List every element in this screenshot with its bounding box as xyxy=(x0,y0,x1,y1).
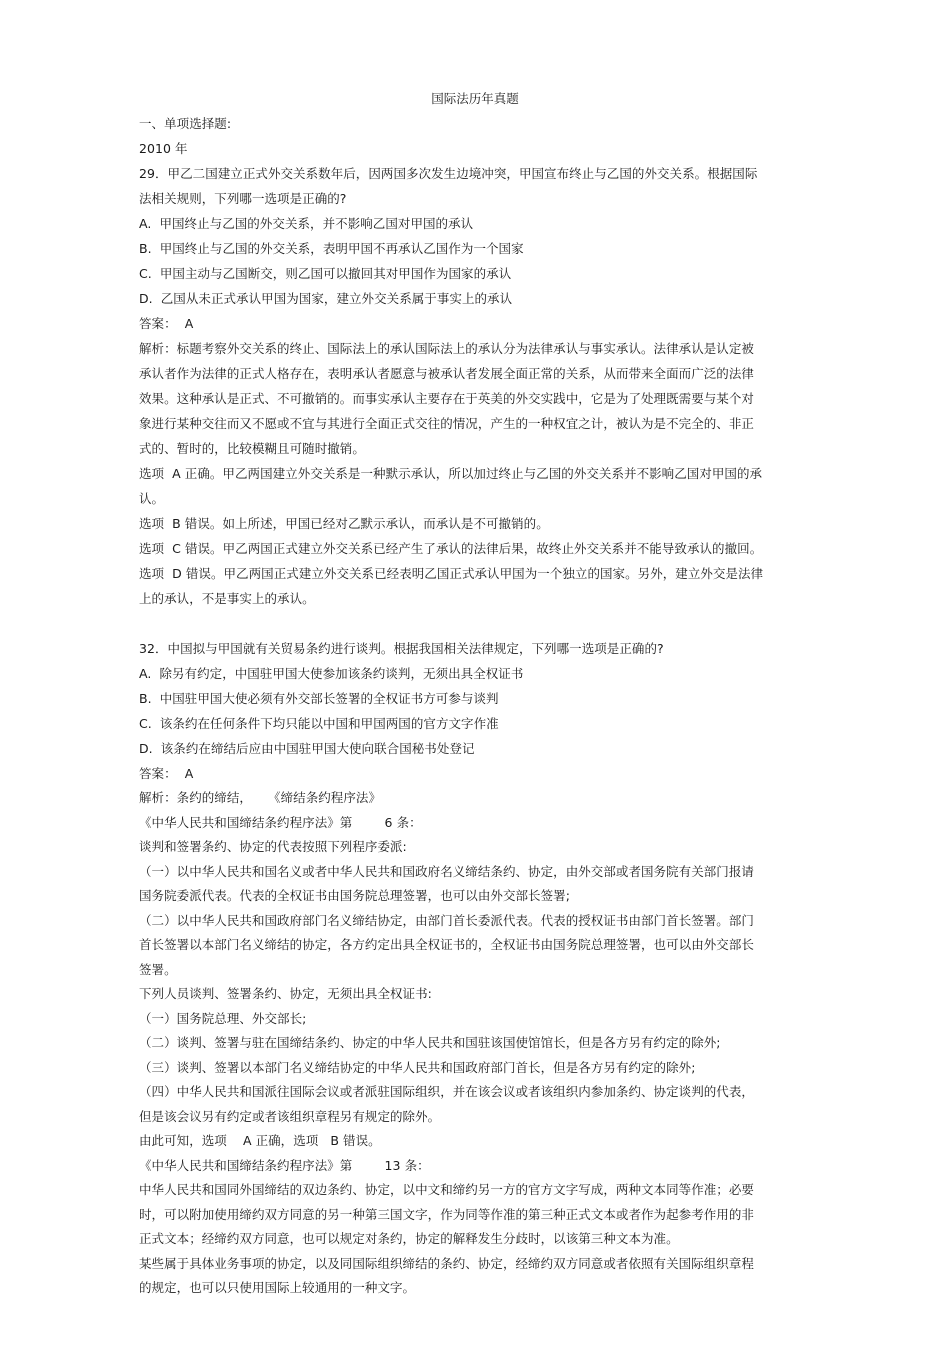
question-29-option-c: C. 甲国主动与乙国断交，则乙国可以撤回其对甲国作为国家的承认 xyxy=(139,266,512,281)
question-29-analysis-line: 选项 A 正确。甲乙两国建立外交关系是一种默示承认，所以加过终止与乙国的外交关系并不影响乙国对甲国的承 xyxy=(139,466,763,481)
question-29-analysis-line: 式的、暂时的，比较模糊且可随时撤销。 xyxy=(139,441,365,456)
question-29-analysis-line: 选项 C 错误。甲乙两国正式建立外交关系已经产生了承认的法律后果，故终止外交关系并不能导致承认的撤回。 xyxy=(139,541,763,556)
question-32-analysis-line: 国务院委派代表。代表的全权证书由国务院总理签署，也可以由外交部长签署; xyxy=(139,888,570,903)
question-32-stem: 32．中国拟与甲国就有关贸易条约进行谈判。根据我国相关法律规定，下列哪一选项是正确的? xyxy=(139,641,664,656)
question-29-analysis-line: 选项 B 错误。如上所述，甲国已经对乙默示承认，而承认是不可撤销的。 xyxy=(139,516,549,531)
question-32-analysis-line: 《中华人民共和国缔结条约程序法》第 13 条： xyxy=(139,1157,430,1173)
question-32-analysis-line: 时，可以附加使用缔约双方同意的另一种第三国文字，作为同等作准的第三种正式文本或者作为起参考作用的非 xyxy=(139,1206,754,1222)
section-heading: 一、单项选择题: xyxy=(139,116,232,131)
document-title: 国际法历年真题 xyxy=(431,91,519,106)
question-32-analysis-line: （四）中华人民共和国派往国际会议或者派驻国际组织，并在该会议或者该组织内参加条约、协定谈判的代表， xyxy=(139,1084,754,1099)
question-32-analysis-line: （二）以中华人民共和国政府部门名义缔结协定，由部门首长委派代表。代表的授权证书由部门首长签署。部门 xyxy=(139,912,754,928)
question-29-analysis-line: 认。 xyxy=(139,491,165,506)
question-32-analysis-line: 《中华人民共和国缔结条约程序法》第 6 条： xyxy=(139,814,422,830)
question-32-option-a: A. 除另有约定，中国驻甲国大使参加该条约谈判，无须出具全权证书 xyxy=(139,666,524,681)
question-29-analysis-line: 选项 D 错误。甲乙两国正式建立外交关系已经表明乙国正式承认甲国为一个独立的国家。另外，建立外交是法律 xyxy=(139,566,764,581)
question-32-analysis-line: 的规定，也可以只使用国际上较通用的一种文字。 xyxy=(139,1280,416,1295)
question-29-analysis-line: 承认者作为法律的正式人格存在，表明承认者愿意与被承认者发展全面正常的关系，从而带来全面而广泛的法律 xyxy=(139,366,754,381)
question-29-option-d: D. 乙国从未正式承认甲国为国家，建立外交关系属于事实上的承认 xyxy=(139,291,513,306)
year-label: 2010 年 xyxy=(139,141,188,156)
question-32-option-b: B. 中国驻甲国大使必须有外交部长签署的全权证书方可参与谈判 xyxy=(139,691,499,706)
question-29-stem-line-1: 29．甲乙二国建立正式外交关系数年后，因两国多次发生边境冲突，甲国宣布终止与乙国的外交关系。根据国际 xyxy=(139,166,758,181)
question-29-analysis-line: 效果。这种承认是正式、不可撤销的。而事实承认主要存在于英美的外交实践中，它是为了处理既需要与某个对 xyxy=(139,391,754,406)
question-32-analysis-line: （三）谈判、签署以本部门名义缔结协定的中华人民共和国政府部门首长，但是各方另有约定的除外; xyxy=(139,1059,696,1075)
question-32-analysis-line: 下列人员谈判、签署条约、协定，无须出具全权证书: xyxy=(139,986,432,1001)
question-32-analysis-line: 首长签署以本部门名义缔结的协定，各方约定出具全权证书的，全权证书由国务院总理签署，也可以由外交部长 xyxy=(139,937,754,952)
question-32-analysis-line: 签署。 xyxy=(139,961,177,977)
question-29-analysis-line: 解析：标题考察外交关系的终止、国际法上的承认国际法上的承认分为法律承认与事实承认。法律承认是认定被 xyxy=(139,341,754,356)
question-32-analysis-line: 正式文本；经缔约双方同意，也可以规定对条约，协定的解释发生分歧时，以该第三种文本为准。 xyxy=(139,1231,679,1246)
question-32-analysis-line: 谈判和签署条约、协定的代表按照下列程序委派: xyxy=(139,839,407,854)
question-32-analysis-line: （二）谈判、签署与驻在国缔结条约、协定的中华人民共和国驻该国使馆馆长，但是各方另有约定的除外; xyxy=(139,1035,721,1050)
question-32-option-c: C. 该条约在任何条件下均只能以中国和甲国两国的官方文字作准 xyxy=(139,716,499,731)
question-32-answer: 答案： A xyxy=(139,766,194,781)
question-32-analysis-line: （一）国务院总理、外交部长; xyxy=(139,1010,307,1026)
question-29-answer: 答案： A xyxy=(139,316,194,331)
question-32-analysis-line: （一）以中华人民共和国名义或者中华人民共和国政府名义缔结条约、协定，由外交部或者国务院有关部门报请 xyxy=(139,863,754,879)
question-32-option-d: D. 该条约在缔结后应由中国驻甲国大使向联合国秘书处登记 xyxy=(139,741,475,756)
document-body xyxy=(139,111,779,1301)
question-29-option-a: A. 甲国终止与乙国的外交关系，并不影响乙国对甲国的承认 xyxy=(139,216,474,231)
question-29-option-b: B. 甲国终止与乙国的外交关系，表明甲国不再承认乙国作为一个国家 xyxy=(139,241,524,256)
question-32-analysis-line: 某些属于具体业务事项的协定，以及同国际组织缔结的条约、协定，经缔约双方同意或者依照有关国际组织章程 xyxy=(139,1255,754,1271)
question-32-analysis-line: 中华人民共和国同外国缔结的双边条约、协定，以中文和缔约另一方的官方文字写成，两种文本同等作准；必要 xyxy=(139,1182,754,1197)
question-32-analysis-line: 由此可知，选项 A 正确，选项 B 错误。 xyxy=(139,1133,381,1148)
question-29-analysis-line: 象进行某种交往而又不愿或不宜与其进行全面正式交往的情况，产生的一种权宜之计，被认为是不完全的、非正 xyxy=(139,416,754,431)
question-29-analysis-line: 上的承认，不是事实上的承认。 xyxy=(139,591,315,606)
question-32-analysis-line: 解析：条约的缔结， 《缔结条约程序法》 xyxy=(139,790,381,805)
question-29-stem-line-2: 法相关规则，下列哪一选项是正确的? xyxy=(139,191,347,206)
question-32-analysis-line: 但是该会议另有约定或者该组织章程另有规定的除外。 xyxy=(139,1108,441,1124)
paragraph-spacer xyxy=(139,611,779,636)
